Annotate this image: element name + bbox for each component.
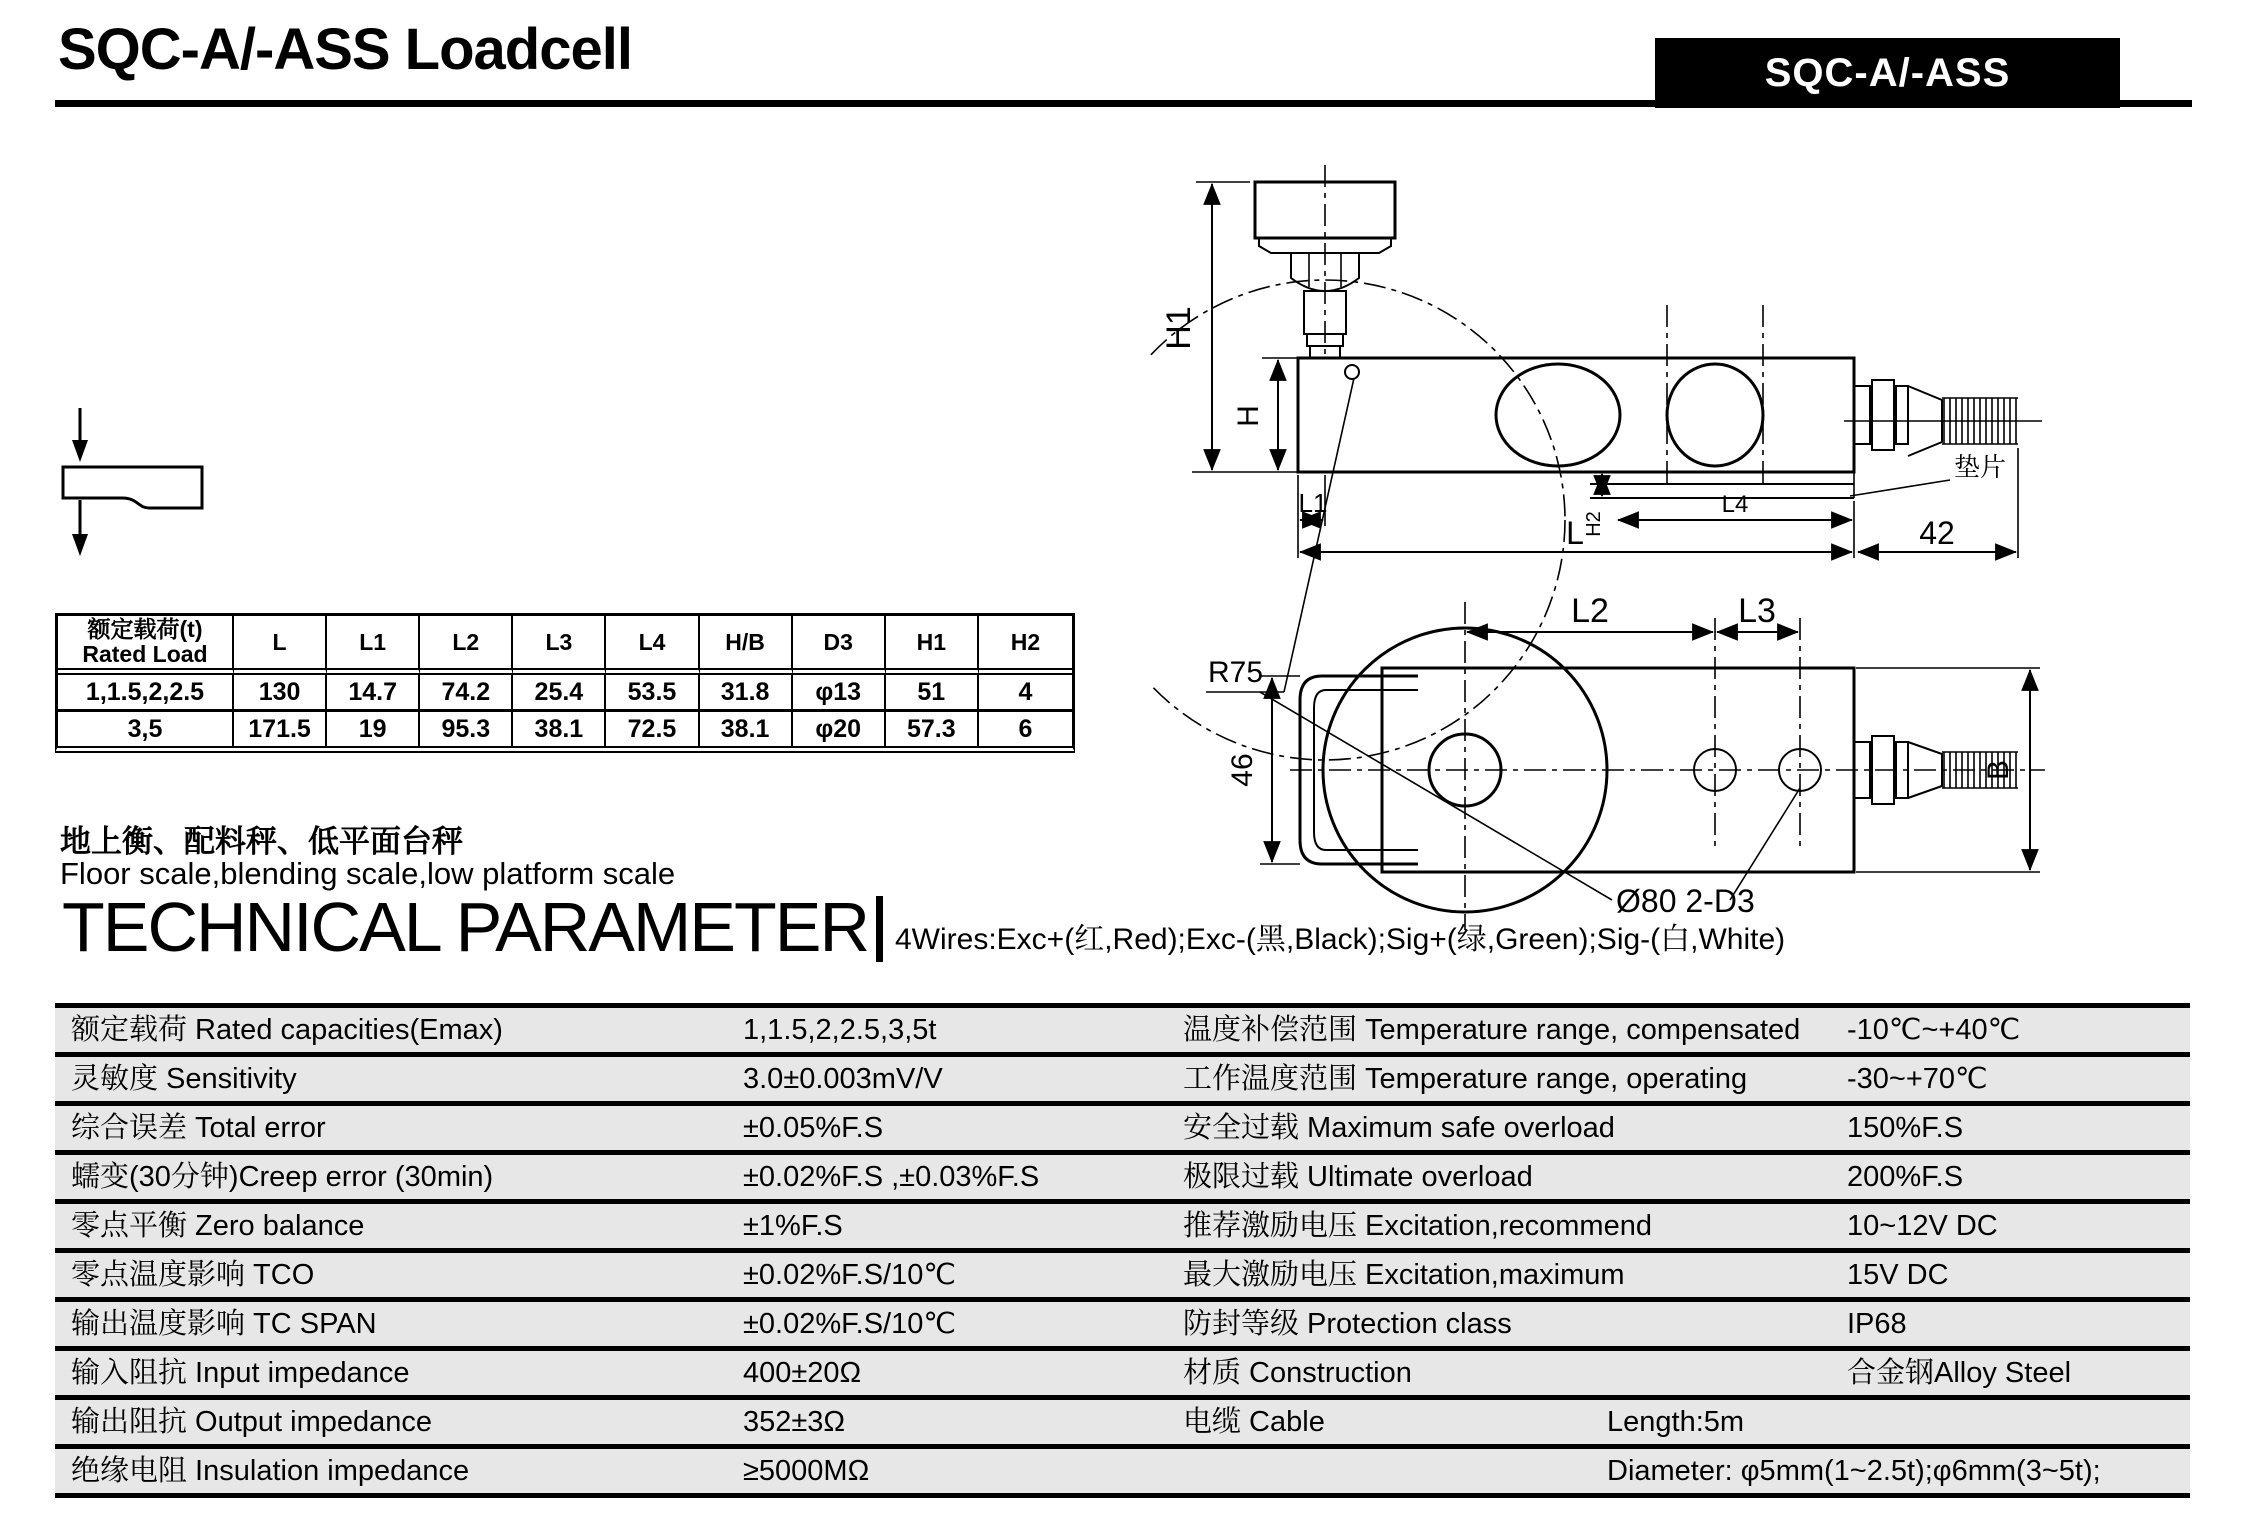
hole-note-label: Ø80 2-D3 <box>1616 883 1755 919</box>
param-label: 极限过载 Ultimate overload <box>1183 1161 1533 1193</box>
param-value: 1,1.5,2,2.5,3,5t <box>743 1014 937 1046</box>
shim-label: 垫片 <box>1954 452 2007 482</box>
tech-row <box>55 1008 2190 1057</box>
dim-cell: 19 <box>327 712 420 746</box>
param-value: 10~12V DC <box>1847 1210 1998 1242</box>
param-value: 400±20Ω <box>743 1357 862 1389</box>
loadcell-body-side <box>1298 358 1854 472</box>
param-label: 输入阻抗 Input impedance <box>71 1357 410 1389</box>
dim-cell: φ13 <box>793 675 886 712</box>
wiring-note: 4Wires:Exc+(红,Red);Exc-(黑,Black);Sig+(绿,Green);Sig-(白,White) <box>895 923 1786 956</box>
dim-header-hb: H/B <box>700 616 793 675</box>
param-label: 零点温度影响 TCO <box>71 1259 315 1291</box>
param-label: 工作温度范围 Temperature range, operating <box>1183 1063 1748 1095</box>
dim-cell: 38.1 <box>700 712 793 746</box>
cable-gland-side <box>1844 380 2042 456</box>
dim-header-h2: H2 <box>979 616 1072 675</box>
param-value: 3.0±0.003mV/V <box>743 1063 943 1095</box>
dim-cell: 53.5 <box>606 675 699 712</box>
dim-cell: 6 <box>1018 714 1033 743</box>
param-value: 200%F.S <box>1847 1161 1964 1193</box>
dim-cell: 3,5 <box>58 712 234 746</box>
param-label: 材质 Construction <box>1183 1357 1412 1389</box>
param-value: -30~+70℃ <box>1847 1063 1988 1095</box>
param-label: 灵敏度 Sensitivity <box>71 1063 297 1095</box>
param-label: 温度补偿范围 Temperature range, compensated <box>1183 1014 1801 1046</box>
heading-divider-bar <box>876 896 883 962</box>
dim-label-h1: H1 <box>1160 306 1198 350</box>
dim-label-h2: H2 <box>1583 511 1605 537</box>
param-value: Diameter: φ5mm(1~2.5t);φ6mm(3~5t); <box>1607 1455 2101 1487</box>
dim-cell: 4 <box>979 675 1072 712</box>
dim-label-l1: L1 <box>1298 488 1328 518</box>
param-value: ±0.02%F.S/10℃ <box>743 1308 956 1340</box>
tech-parameter-heading <box>62 890 1785 964</box>
load-arrow-bottom <box>72 500 88 556</box>
tech-row <box>55 1302 2190 1351</box>
dim-header-l2: L2 <box>420 616 513 675</box>
dim-cell: 57.3 <box>886 712 979 746</box>
param-label: 推荐激励电压 Excitation,recommend <box>1183 1210 1652 1242</box>
beam-profile <box>63 467 202 508</box>
dim-cell: 25.4 <box>513 675 606 712</box>
param-value: 15V DC <box>1847 1259 1949 1291</box>
tech-row <box>55 1351 2190 1400</box>
param-value: 合金钢Alloy Steel <box>1847 1357 2072 1389</box>
dim-cell: 14.7 <box>327 675 420 712</box>
dim-cell: 171.5 <box>234 712 327 746</box>
load-arrow-top <box>72 408 88 462</box>
param-label: 绝缘电阻 Insulation impedance <box>71 1455 470 1487</box>
param-label: 电缆 Cable <box>1183 1406 1325 1438</box>
param-label: 零点平衡 Zero balance <box>71 1210 365 1242</box>
param-label: 额定载荷 Rated capacities(Emax) <box>71 1014 503 1046</box>
param-value: ≥5000MΩ <box>743 1455 870 1487</box>
param-label: 最大激励电压 Excitation,maximum <box>1183 1259 1625 1291</box>
param-value: ±0.02%F.S/10℃ <box>743 1259 956 1291</box>
dim-label-46: 46 <box>1226 753 1259 787</box>
page-title: SQC-A/-ASS Loadcell <box>58 17 632 82</box>
tech-row <box>55 1204 2190 1253</box>
dim-cell: 130 <box>234 675 327 712</box>
tech-row <box>55 1449 2190 1498</box>
param-label: 安全过载 Maximum safe overload <box>1183 1112 1615 1144</box>
dim-cell: 74.2 <box>420 675 513 712</box>
dim-header-d3: D3 <box>793 616 886 675</box>
dim-label-42: 42 <box>1919 515 1955 551</box>
param-value: 352±3Ω <box>743 1406 846 1438</box>
dim-cell: 38.1 <box>513 712 606 746</box>
load-button <box>1255 165 1395 360</box>
tech-row <box>55 1400 2190 1449</box>
dim-label-l2: L2 <box>1571 592 1609 630</box>
param-label: 输出阻抗 Output impedance <box>71 1406 433 1438</box>
param-value: IP68 <box>1847 1308 1907 1340</box>
loadcell-drawing <box>1150 120 2244 930</box>
tech-row <box>55 1155 2190 1204</box>
dim-header-l: L <box>234 616 327 675</box>
dimensions-table <box>55 613 1075 753</box>
tech-row <box>55 1106 2190 1155</box>
dim-header-l4: L4 <box>606 616 699 675</box>
param-label: 防封等级 Protection class <box>1183 1308 1512 1340</box>
param-value: 150%F.S <box>1847 1112 1964 1144</box>
param-label: 蠕变(30分钟)Creep error (30min) <box>71 1161 494 1193</box>
dim-cell: 31.8 <box>700 675 793 712</box>
dim-label-l3: L3 <box>1738 592 1776 630</box>
model-badge-label: SQC-A/-ASS <box>1764 50 2011 95</box>
param-value: ±0.05%F.S <box>743 1112 884 1144</box>
application-line-zh: 地上衡、配料秤、低平面台秤 <box>60 824 463 859</box>
tech-row <box>55 1057 2190 1106</box>
body-hole-2 <box>1667 364 1763 466</box>
dim-header-rated-load: 额定载荷(t) Rated Load <box>58 616 234 675</box>
param-label: 输出温度影响 TC SPAN <box>71 1308 377 1340</box>
dim-label-l: L <box>1566 515 1584 551</box>
dim-header-l1: L1 <box>327 616 420 675</box>
dim-label-h: H <box>1232 405 1265 427</box>
dim-cell: φ20 <box>793 712 886 746</box>
param-label: 综合误差 Total error <box>71 1112 326 1144</box>
dim-header-l3: L3 <box>513 616 606 675</box>
load-direction-diagram <box>50 400 270 575</box>
param-value: -10℃~+40℃ <box>1847 1014 2021 1046</box>
top-dimensions <box>1226 592 2040 919</box>
dim-label-l4: L4 <box>1721 491 1749 518</box>
dim-cell: 51 <box>886 675 979 712</box>
dim-cell: 95.3 <box>420 712 513 746</box>
param-value: Length:5m <box>1607 1406 1745 1438</box>
application-line-en: Floor scale,blending scale,low platform scale <box>60 856 676 891</box>
dim-label-r75: R75 <box>1208 656 1264 689</box>
dim-header-h1: H1 <box>886 616 979 675</box>
tech-parameter-title: TECHNICAL PARAMETER <box>62 888 868 966</box>
model-badge <box>1655 38 2120 108</box>
param-value: ±1%F.S <box>743 1210 843 1242</box>
top-view <box>1226 592 2045 930</box>
dim-cell: 1,1.5,2,2.5 <box>58 675 234 712</box>
rocking-contact-point <box>1345 365 1359 379</box>
dim-label-b: B <box>1982 759 2015 781</box>
tech-table <box>55 1003 2190 1498</box>
tech-row <box>55 1253 2190 1302</box>
param-value: ±0.02%F.S ,±0.03%F.S <box>743 1161 1040 1193</box>
body-hole-1 <box>1496 364 1620 466</box>
side-dimensions <box>1160 182 2018 900</box>
dim-cell: 72.5 <box>606 712 699 746</box>
